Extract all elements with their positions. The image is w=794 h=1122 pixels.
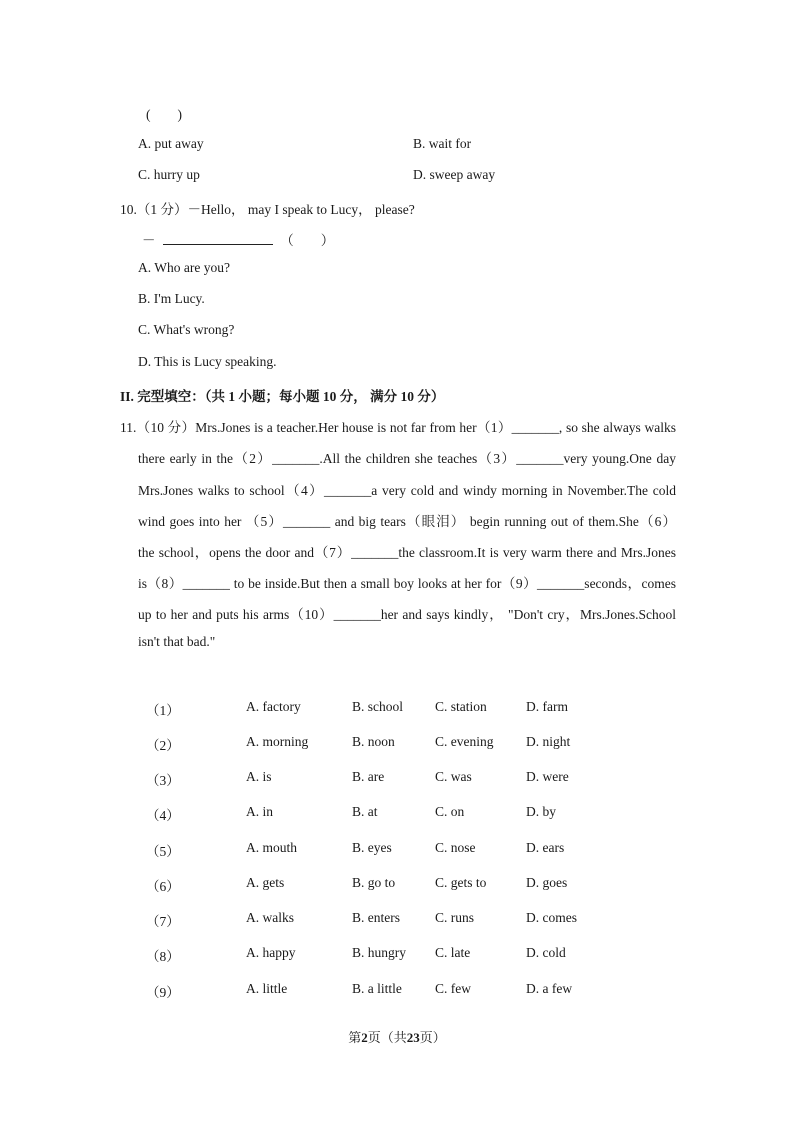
q10-reply-line: [142, 229, 334, 249]
choice-a: A. gets: [246, 875, 285, 890]
option-letter: B.: [138, 291, 151, 306]
choice-b: B. school: [352, 699, 404, 714]
choice-b: B. eyes: [352, 840, 392, 855]
choice-row: [0, 981, 794, 1001]
q10-option-a: [138, 260, 230, 276]
choice-a: A. little: [246, 981, 288, 996]
choice-b: B. noon: [352, 734, 395, 749]
option-text: I'm Lucy.: [153, 291, 205, 306]
option-letter: B.: [413, 136, 426, 151]
choice-row: [0, 875, 794, 895]
q10-dash: －: [142, 233, 156, 248]
q10-stem: 10.（1 分）－Hello， may I speak to Lucy， please?: [120, 202, 415, 217]
choice-d: D. ears: [526, 840, 565, 855]
q10-option-d: [138, 354, 277, 370]
choice-c: C. was: [435, 769, 472, 784]
option-letter: D.: [138, 354, 152, 369]
footer-middle: 页（共: [367, 1030, 407, 1045]
choice-number: （9）: [146, 985, 180, 1000]
choice-c: C. station: [435, 699, 487, 714]
option-text: hurry up: [153, 167, 200, 182]
q9-answer-paren: ( ): [146, 107, 182, 122]
q11-passage-line-3: Mrs.Jones walks to school（4）_______a very cold and windy morning in November.The cold: [138, 483, 676, 498]
choice-row: [0, 840, 794, 860]
choice-d: D. comes: [526, 910, 577, 925]
choice-b: B. at: [352, 804, 378, 819]
page-number: 2: [361, 1030, 368, 1045]
choice-b: B. go to: [352, 875, 396, 890]
q10-answer-blank: [163, 232, 273, 245]
choice-row: [0, 910, 794, 930]
choice-a: A. happy: [246, 945, 296, 960]
choice-number: （4）: [146, 808, 180, 823]
option-text: sweep away: [429, 167, 496, 182]
q9-option-a: [138, 136, 204, 152]
q11-passage-line-1: 11.（10 分）Mrs.Jones is a teacher.Her house is not far from her（1）_______, so she always walks: [120, 420, 676, 435]
q11-passage-line-5: the school，opens the door and（7）_______the classroom.It is very warm there and Mrs.Jones: [138, 545, 676, 560]
choice-a: A. mouth: [246, 840, 298, 855]
choice-number: （7）: [146, 914, 180, 929]
choice-c: C. late: [435, 945, 471, 960]
choice-row: [0, 699, 794, 719]
choice-d: D. goes: [526, 875, 568, 890]
choice-number: （6）: [146, 879, 180, 894]
choice-c: C. evening: [435, 734, 494, 749]
choice-c: C. gets to: [435, 875, 487, 890]
page-total: 23: [406, 1030, 420, 1045]
option-text: This is Lucy speaking.: [154, 354, 277, 369]
footer-prefix: 第: [348, 1030, 362, 1045]
choice-d: D. cold: [526, 945, 566, 960]
option-text: put away: [154, 136, 204, 151]
choice-number: （3）: [146, 773, 180, 788]
q11-passage-line-2: there early in the（2）_______.All the children she teaches（3）_______very young.One day: [138, 451, 676, 466]
choice-a: A. walks: [246, 910, 294, 925]
choice-b: B. a little: [352, 981, 402, 996]
choice-d: D. night: [526, 734, 571, 749]
choice-row: [0, 945, 794, 965]
q9-option-b: [413, 136, 471, 152]
q11-passage-line-7: up to her and puts his arms（10）_______her and says kindly， "Don't cry，Mrs.Jones.School: [138, 607, 676, 622]
choice-c: C. on: [435, 804, 465, 819]
choice-number: （1）: [146, 703, 180, 718]
q11-passage-line-4: wind goes into her （5）_______ and big tears（眼泪） begin running out of them.She（6）: [138, 514, 676, 529]
q9-option-d: [413, 167, 495, 183]
q10-answer-paren: （ ）: [280, 233, 335, 248]
choice-b: B. are: [352, 769, 385, 784]
option-letter: D.: [413, 167, 427, 182]
option-letter: A.: [138, 260, 152, 275]
q10-option-c: [138, 322, 234, 338]
choice-a: A. factory: [246, 699, 301, 714]
footer-suffix: 页）: [419, 1030, 446, 1045]
choice-row: [0, 769, 794, 789]
option-letter: C.: [138, 322, 151, 337]
page-footer: [0, 1027, 794, 1046]
q10-option-b: [138, 291, 205, 307]
choice-row: [0, 804, 794, 824]
choice-b: B. hungry: [352, 945, 406, 960]
choice-row: [0, 734, 794, 754]
choice-a: A. is: [246, 769, 272, 784]
choice-number: （2）: [146, 738, 180, 753]
choice-number: （5）: [146, 844, 180, 859]
choice-c: C. nose: [435, 840, 476, 855]
option-letter: C.: [138, 167, 151, 182]
choice-d: D. by: [526, 804, 556, 819]
option-letter: A.: [138, 136, 152, 151]
choice-d: D. a few: [526, 981, 573, 996]
q11-passage-line-8: isn't that bad.": [138, 634, 216, 649]
choice-c: C. runs: [435, 910, 475, 925]
choice-d: D. farm: [526, 699, 568, 714]
q9-option-c: [138, 167, 200, 183]
choice-number: （8）: [146, 949, 180, 964]
option-text: Who are you?: [154, 260, 230, 275]
choice-a: A. morning: [246, 734, 309, 749]
section-heading: II. 完型填空：（共 1 小题；每小题 10 分， 满分 10 分）: [120, 389, 445, 404]
option-text: What's wrong?: [153, 322, 235, 337]
choice-b: B. enters: [352, 910, 400, 925]
choice-d: D. were: [526, 769, 569, 784]
option-text: wait for: [428, 136, 472, 151]
q11-passage-line-6: is（8）_______ to be inside.But then a small boy looks at her for（9）_______seconds，comes: [138, 576, 676, 591]
choice-c: C. few: [435, 981, 471, 996]
choice-a: A. in: [246, 804, 273, 819]
